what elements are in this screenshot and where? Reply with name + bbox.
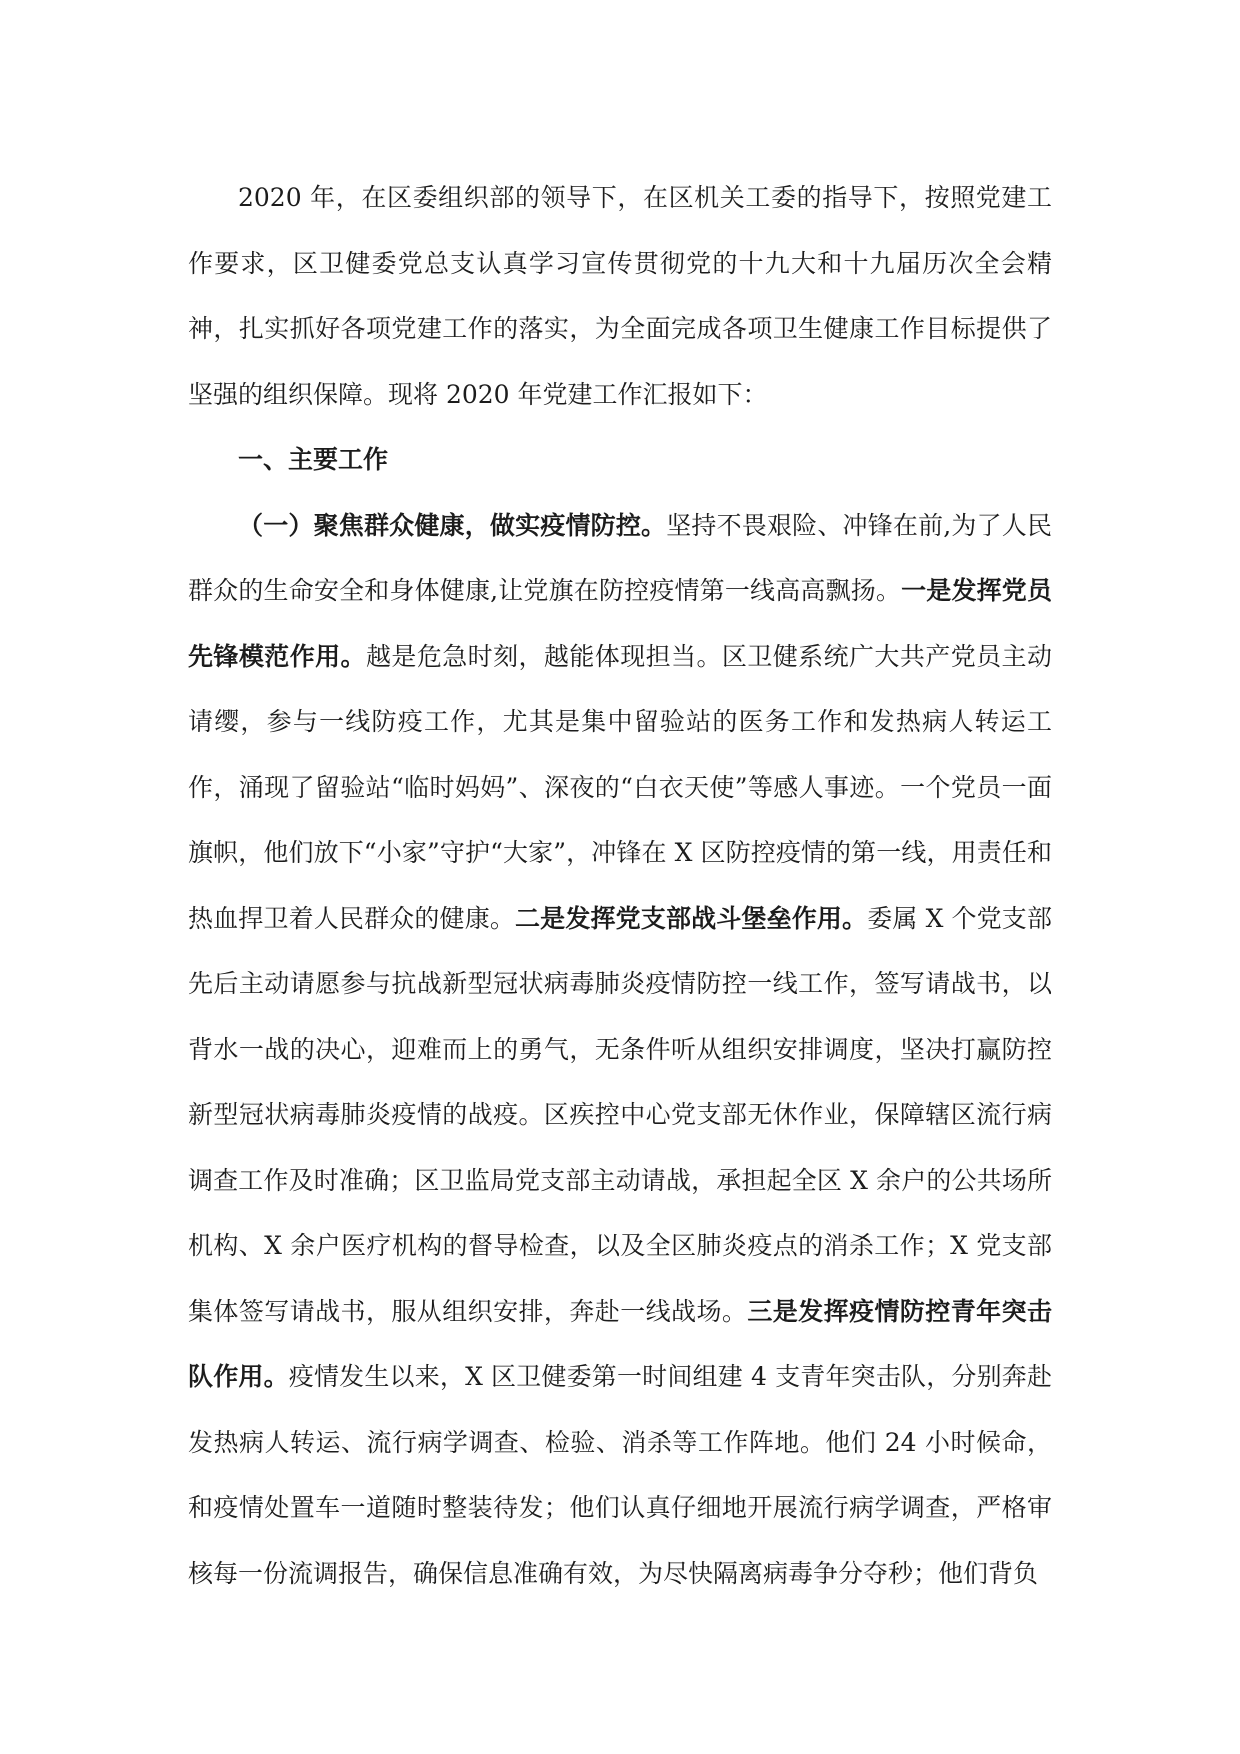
- section-paragraph: [188, 493, 1052, 1607]
- paragraph-text: 坚持不畏艰险、冲锋在前,为了人民群众的生命安全和身体健康,让党旗在防控疫情第一线高高飘扬。: [188, 510, 1052, 605]
- point-text: 越是危急时刻，越能体现担当。区卫健系统广大共产党员主动请缨，参与一线防疫工作，尤其是集中留验站的医务工作和发热病人转运工作，涌现了留验站“临时妈妈”、深夜的“白衣天使”等感人事迹。一个党员一面旗帜，他们放下“小家”守护“大家”，冲锋在 X 区防控疫情的第一线，用责任和热血捍卫着人民群众的健康。: [188, 641, 1052, 933]
- point-text: 疫情发生以来，X 区卫健委第一时间组建 4 支青年突击队，分别奔赴发热病人转运、流行病学调查、检验、消杀等工作阵地。他们 24 小时候命，和疫情处置车一道随时整装待发；他们认真仔细地开展流行病学调查，严格审核每一份流调报告，确保信息准确有效，为尽快隔离病毒争分夺秒；他们背负: [188, 1362, 1052, 1588]
- sub-heading: （一）聚焦群众健康，做实疫情防控。: [238, 510, 667, 540]
- intro-paragraph: 2020 年，在区委组织部的领导下，在区机关工委的指导下，按照党建工作要求，区卫健委党总支认真学习宣传贯彻党的十九大和十九届历次全会精神，扎实抓好各项党建工作的落实，为全面完成各项卫生健康工作目标提供了坚强的组织保障。现将 2020 年党建工作汇报如下：: [188, 183, 1052, 409]
- point-title: 一是发挥党员先锋模范作用。: [188, 576, 1052, 671]
- document-body: [188, 165, 1052, 1606]
- point-title: 二是发挥党支部战斗堡垒作用。: [515, 903, 868, 933]
- section-heading: 一、主要工作: [238, 445, 389, 474]
- point-title: 三是发挥疫情防控青年突击队作用。: [188, 1296, 1052, 1391]
- point-text: 委属 X 个党支部先后主动请愿参与抗战新型冠状病毒肺炎疫情防控一线工作，签写请战书，以背水一战的决心，迎难而上的勇气，无条件听从组织安排调度，坚决打赢防控新型冠状病毒肺炎疫情的战疫。区疾控中心党支部无休作业，保障辖区流行病调查工作及时准确；区卫监局党支部主动请战，承担起全区 X 余户的公共场所机构、X 余户医疗机构的督导检查，以及全区肺炎疫点的消杀工作；X 党支部集体签写请战书，服从组织安排，奔赴一线战场。: [188, 903, 1052, 1326]
